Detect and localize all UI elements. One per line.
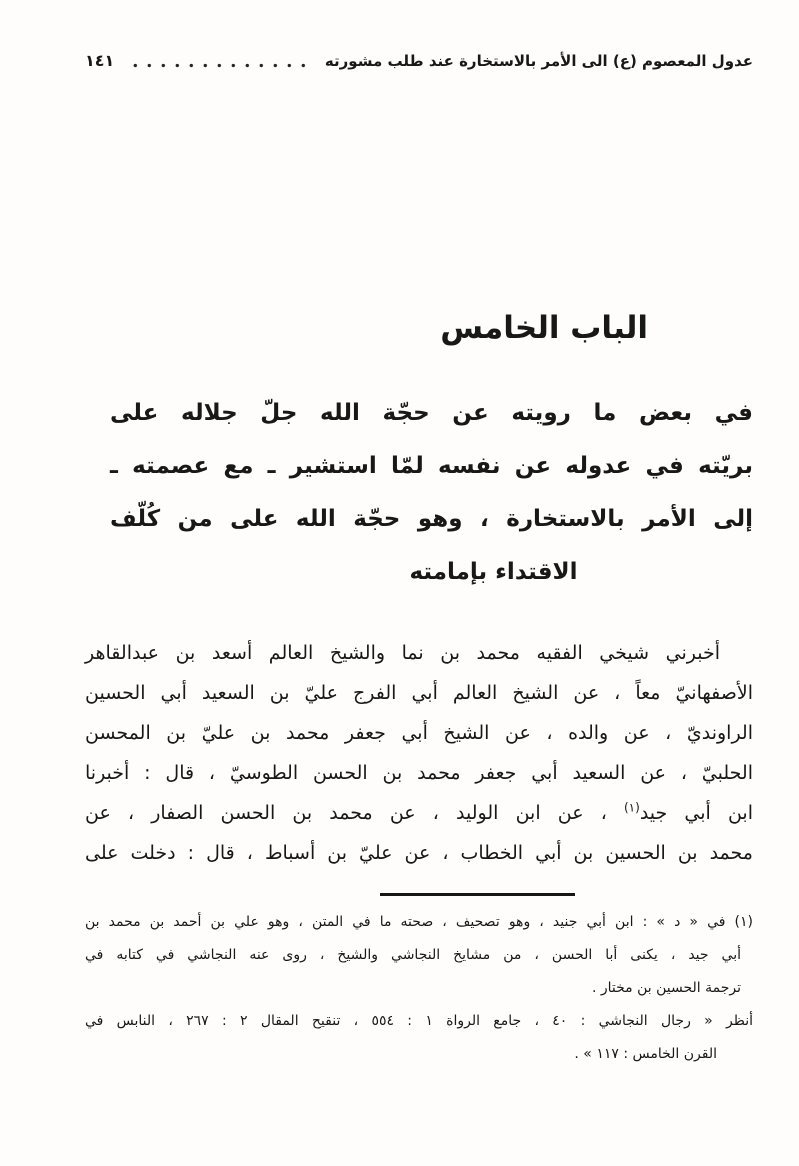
page-number: ١٤١ [85, 51, 115, 70]
body-line: محمد بن الحسين بن أبي الخطاب ، عن عليّ بن أسباط ، قال : دخلت على [85, 842, 753, 864]
body-line-text: ، عن ابن الوليد ، عن محمد بن الحسن الصفار ، عن [85, 802, 624, 824]
subtitle-line: بريّته في عدوله عن نفسه لمّا استشير ـ مع عصمته ـ [110, 453, 753, 479]
footnote-separator-rule [380, 893, 575, 896]
body-text [85, 633, 753, 873]
footnote-line: أنظر « رجال النجاشي : ٤٠ ، جامع الرواة ١ : ٥٥٤ ، تنقيح المقال ٢ : ٢٦٧ ، النابس في [85, 1013, 753, 1029]
chapter-subtitle [110, 387, 753, 599]
footnote-line: ترجمة الحسين بن مختار . [591, 980, 741, 996]
dots-leader [128, 63, 311, 68]
body-line: الأصفهانيّ معاً ، عن الشيخ العالم أبي الفرج عليّ بن السعيد أبي الحسين [85, 682, 753, 704]
subtitle-line: إلى الأمر بالاستخارة ، وهو حجّة الله على من كُلّف [110, 506, 753, 532]
subtitle-line: الاقتداء بإمامته [409, 559, 578, 585]
body-line: الراونديّ ، عن والده ، عن الشيخ أبي جعفر محمد بن عليّ بن المحسن [85, 722, 753, 744]
body-line: أخبرني شيخي الفقيه محمد بن نما والشيخ العالم أسعد بن عبدالقاهر [85, 642, 720, 664]
footnotes [85, 906, 753, 1071]
body-line-text: ابن أبي جيد [639, 802, 753, 824]
footnote-line: القرن الخامس : ١١٧ » . [574, 1046, 717, 1062]
chapter-title: الباب الخامس [440, 310, 648, 346]
body-line: الحلبيّ ، عن السعيد أبي جعفر محمد بن الحسن الطوسيّ ، قال : أخبرنا [85, 762, 753, 784]
page-header [85, 50, 753, 72]
footnote-ref-marker: (١) [623, 800, 640, 815]
footnote-1 [85, 906, 753, 1005]
body-line [85, 793, 753, 833]
footnote-line: (١) في « د » : ابن أبي جنيد ، وهو تصحيف ، صحته ما في المتن ، وهو علي بن أحمد بن محمد بن [85, 914, 753, 930]
subtitle-line: في بعض ما رويته عن حجّة الله جلّ جلاله على [110, 400, 753, 426]
running-head-title: عدول المعصوم (ع) الى الأمر بالاستخارة عند طلب مشورته [324, 52, 753, 70]
footnote-1-references [85, 1005, 753, 1071]
footnote-line: أبي جيد ، يكنى أبا الحسن ، من مشايخ النجاشي والشيخ ، روى عنه النجاشي في كتابه في [85, 947, 741, 963]
